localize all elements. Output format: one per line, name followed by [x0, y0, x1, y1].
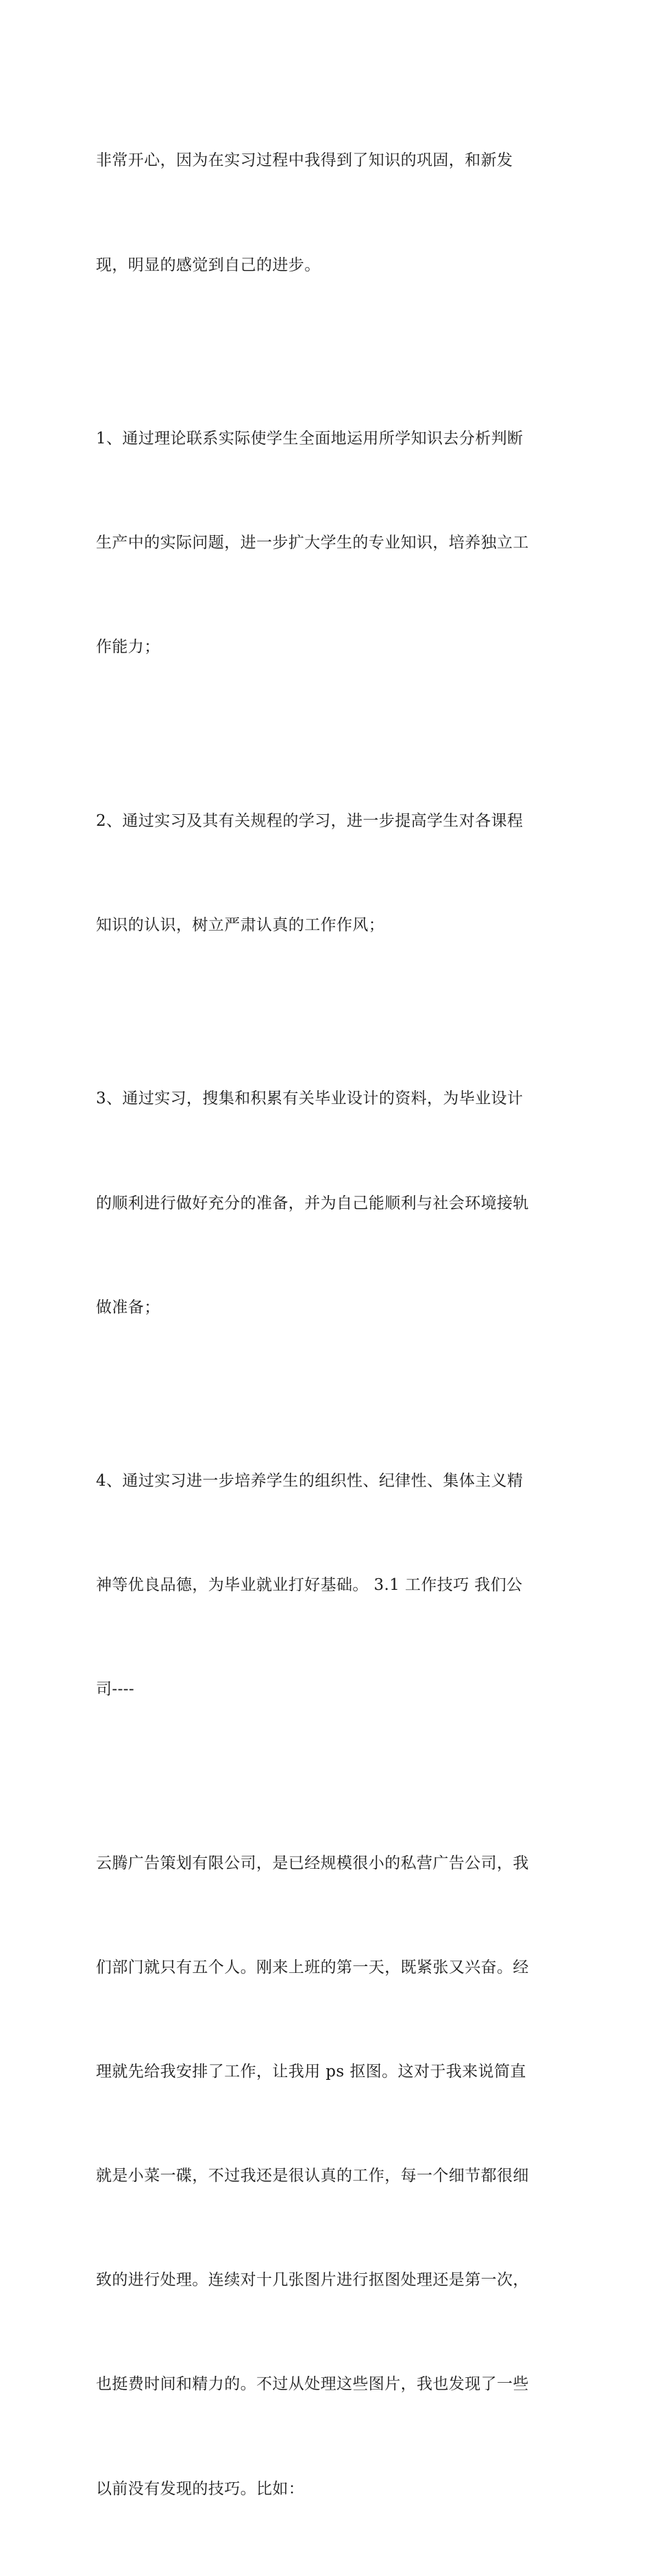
text-line: 4、通过实习进一步培养学生的组织性、纪律性、集体主义精 [96, 1472, 524, 1491]
text-line: 司---- [96, 1680, 135, 1699]
text-line: 2、通过实习及其有关规程的学习，进一步提高学生对各课程 [96, 811, 524, 830]
text-line: 做准备； [96, 1298, 160, 1316]
text-line: 神等优良品德，为毕业就业打好基础。 3.1 工作技巧 我们公 [96, 1576, 523, 1595]
text-line: 作能力； [96, 638, 160, 657]
text-line: 理就先给我安排了工作，让我用 ps 抠图。这对于我来说简直 [96, 2063, 526, 2081]
text-line: 就是小菜一碟，不过我还是很认真的工作，每一个细节都很细 [96, 2167, 529, 2185]
text-line: 非常开心，因为在实习过程中我得到了知识的巩固，和新发 [96, 151, 513, 170]
text-line: 们部门就只有五个人。刚来上班的第一天，既紧张又兴奋。经 [96, 1958, 529, 1976]
text-line: 也挺费时间和精力的。不过从处理这些图片，我也发现了一些 [96, 2375, 529, 2394]
paragraph-intro [96, 74, 559, 352]
text-line: 以前没有发现的技巧。比如： [96, 2479, 305, 2498]
text-line: 现，明显的感觉到自己的进步。 [96, 256, 321, 274]
paragraph-item-1 [96, 352, 559, 735]
text-line: 知识的认识，树立严肃认真的工作作风； [96, 916, 385, 934]
text-line: 1、通过理论联系实际使学生全面地运用所学知识去分析判断 [96, 430, 524, 448]
text-line: 致的进行处理。连续对十几张图片进行抠图处理还是第一次， [96, 2271, 529, 2290]
text-line: 生产中的实际问题，进一步扩大学生的专业知识，培养独立工 [96, 534, 529, 552]
paragraph-item-2 [96, 734, 559, 1012]
paragraph-item-4 [96, 1395, 559, 1777]
text-line: 的顺利进行做好充分的准备，并为自己能顺利与社会环境接轨 [96, 1194, 529, 1212]
document-body [96, 74, 559, 2576]
paragraph-item-3 [96, 1012, 559, 1395]
text-line: 3、通过实习，搜集和积累有关毕业设计的资料，为毕业设计 [96, 1090, 524, 1108]
text-line: 云腾广告策划有限公司，是已经规模很小的私营广告公司，我 [96, 1854, 529, 1872]
paragraph-company [96, 1776, 559, 2575]
